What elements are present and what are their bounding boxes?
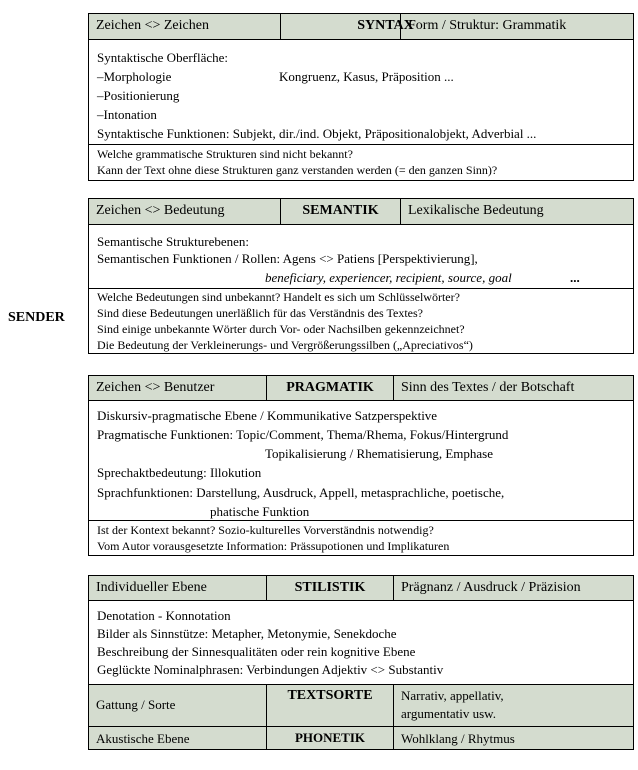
- syntax-line: Syntaktische Funktionen: Subjekt, dir./ind. Objekt, Präpositionalobjekt, Adverbial ...: [97, 126, 537, 141]
- pragmatik-line: Topikalisierung / Rhematisierung, Emphase: [265, 446, 493, 461]
- stilistik-title: STILISTIK: [294, 580, 366, 595]
- syntax-question: Welche grammatische Strukturen sind nicht bekannt?: [97, 147, 353, 161]
- semantik-focus: Lexikalische Bedeutung: [408, 203, 544, 218]
- pragmatik-question: Vom Autor vorausgesetzte Information: Prässupotionen und Implikaturen: [97, 539, 450, 553]
- pragmatik-line: phatische Funktion: [210, 504, 310, 519]
- syntax-content: [88, 39, 634, 145]
- syntax-line: –Intonation: [97, 107, 157, 122]
- syntax-question: Kann der Text ohne diese Strukturen ganz verstanden werden (= den ganzen Sinn)?: [97, 163, 498, 177]
- phonetik-row: [88, 726, 634, 750]
- semantik-content: [88, 224, 634, 289]
- semantik-question: Sind diese Bedeutungen unerläßlich für das Verständnis des Textes?: [97, 306, 423, 320]
- pragmatik-content: [88, 400, 634, 521]
- stilistik-line: Denotation - Konnotation: [97, 608, 231, 623]
- semantik-relation: Zeichen <> Bedeutung: [96, 203, 225, 218]
- semantik-line: Semantische Strukturebenen:: [97, 234, 249, 249]
- pragmatik-relation: Zeichen <> Benutzer: [96, 380, 215, 395]
- stilistik-line: Geglückte Nominalphrasen: Verbindungen Adjektiv <> Substantiv: [97, 662, 444, 677]
- semantik-header-row: [88, 198, 634, 225]
- textsorte-title: TEXTSORTE: [287, 688, 373, 703]
- stilistik-content: [88, 600, 634, 685]
- pragmatik-questions: [88, 520, 634, 556]
- textsorte-relation: Gattung / Sorte: [96, 697, 176, 712]
- pragmatik-header-row: [88, 375, 634, 401]
- stilistik-header-row: [88, 575, 634, 601]
- sender-label: SENDER: [8, 310, 65, 325]
- syntax-line: –Morphologie: [97, 69, 172, 84]
- stilistik-line: Bilder als Sinnstütze: Metapher, Metonymie, Senekdoche: [97, 626, 397, 641]
- phonetik-relation: Akustische Ebene: [96, 731, 190, 746]
- stilistik-focus: Prägnanz / Ausdruck / Präzision: [401, 580, 581, 595]
- syntax-questions: [88, 144, 634, 181]
- semantik-question: Sind einige unbekannte Wörter durch Vor- oder Nachsilben gekennzeichnet?: [97, 322, 465, 336]
- syntax-header-row: [88, 13, 634, 40]
- stilistik-line: Beschreibung der Sinnesqualitäten oder rein kognitive Ebene: [97, 644, 416, 659]
- pragmatik-question: Ist der Kontext bekannt? Sozio-kulturelles Vorverständnis notwendig?: [97, 523, 434, 537]
- syntax-relation: Zeichen <> Zeichen: [96, 18, 209, 33]
- syntax-line: –Positionierung: [97, 88, 180, 103]
- textsorte-focus-line2: argumentativ usw.: [401, 706, 496, 721]
- syntax-line: Syntaktische Oberfläche:: [97, 50, 229, 65]
- pragmatik-focus: Sinn des Textes / der Botschaft: [401, 380, 575, 395]
- textsorte-focus-line1: Narrativ, appellativ,: [401, 688, 504, 703]
- phonetik-focus: Wohlklang / Rhytmus: [401, 731, 515, 746]
- phonetik-title: PHONETIK: [294, 730, 366, 745]
- textsorte-row: [88, 684, 634, 727]
- semantik-question: Die Bedeutung der Verkleinerungs- und Vergrößerungssilben („Apreciativos“): [97, 338, 473, 352]
- syntax-line: Kongruenz, Kasus, Präposition ...: [279, 69, 454, 84]
- pragmatik-line: Sprachfunktionen: Darstellung, Ausdruck, Appell, metasprachliche, poetische,: [97, 485, 505, 500]
- semantik-title: SEMANTIK: [302, 203, 379, 218]
- semantik-line: Semantischen Funktionen / Rollen: Agens <> Patiens [Perspektivierung],: [97, 251, 478, 266]
- syntax-focus: Form / Struktur: Grammatik: [408, 18, 567, 33]
- pragmatik-line: Pragmatische Funktionen: Topic/Comment, Thema/Rhema, Fokus/Hintergrund: [97, 427, 509, 442]
- semantik-question: Welche Bedeutungen sind unbekannt? Handelt es sich um Schlüsselwörter?: [97, 290, 460, 304]
- syntax-title: SYNTAX: [357, 18, 414, 33]
- semantik-ellipsis: ...: [570, 270, 580, 285]
- stilistik-relation: Individueller Ebene: [96, 580, 207, 595]
- pragmatik-line: Sprechaktbedeutung: Illokution: [97, 465, 262, 480]
- pragmatik-line: Diskursiv-pragmatische Ebene / Kommunikative Satzperspektive: [97, 408, 438, 423]
- pragmatik-title: PRAGMATIK: [286, 380, 374, 395]
- semantik-questions: [88, 288, 634, 354]
- semantik-roles: beneficiary, experiencer, recipient, source, goal: [265, 270, 512, 285]
